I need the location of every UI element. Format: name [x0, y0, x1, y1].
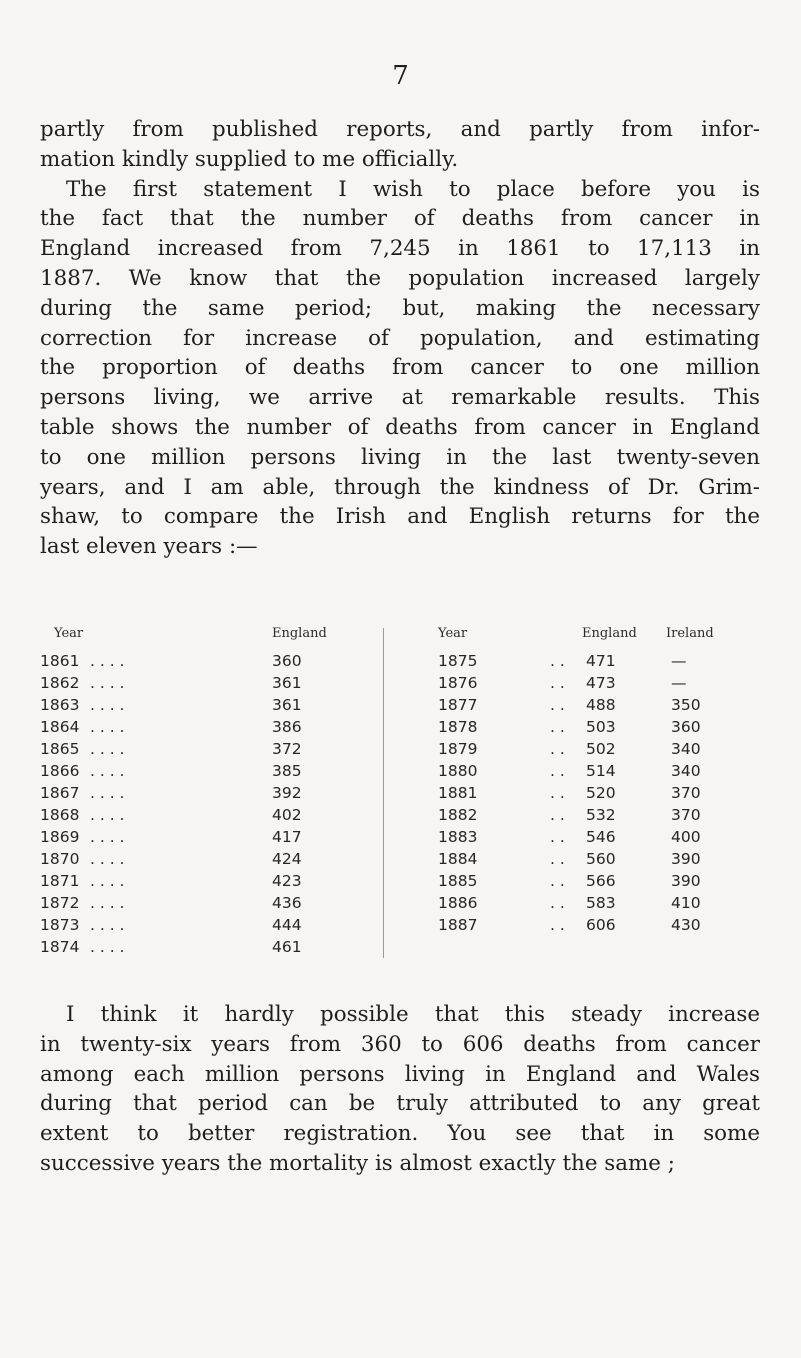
table-row: [40, 804, 760, 826]
text-line: in twenty-six years from 360 to 606 deaths from cancer: [40, 1031, 760, 1057]
england-value-cell: 514: [586, 762, 616, 780]
year-cell: 1867: [40, 784, 80, 802]
table-row: [40, 782, 760, 804]
leader-dots: . .: [550, 916, 565, 934]
leader-dots: . . . .: [90, 762, 125, 780]
ireland-value-cell: 390: [671, 872, 701, 890]
table-row: [40, 694, 760, 716]
right-ireland-header: Ireland: [666, 626, 714, 641]
ireland-value-cell: 340: [671, 740, 701, 758]
text-line: partly from published reports, and partly from infor-: [40, 117, 760, 142]
leader-dots: . . . .: [90, 916, 125, 934]
england-value-cell: 566: [586, 872, 616, 890]
leader-dots: . . . .: [90, 718, 125, 736]
table-row: [40, 760, 760, 782]
text-line: during the same period; but, making the necessary: [40, 295, 760, 321]
text-line: mation kindly supplied to me officially.: [40, 146, 459, 172]
leader-dots: . .: [550, 762, 565, 780]
england-value-cell: 392: [272, 784, 302, 802]
left-year-header: Year: [54, 626, 84, 641]
table-row: [40, 914, 760, 936]
ireland-value-cell: 400: [671, 828, 701, 846]
england-value-cell: 532: [586, 806, 616, 824]
intro-paragraph: [40, 115, 760, 562]
ireland-value-cell: —: [671, 674, 687, 692]
leader-dots: . .: [550, 718, 565, 736]
year-cell: 1880: [438, 762, 478, 780]
year-cell: 1875: [438, 652, 478, 670]
leader-dots: . .: [550, 828, 565, 846]
england-value-cell: 423: [272, 872, 302, 890]
year-cell: 1868: [40, 806, 80, 824]
england-value-cell: 560: [586, 850, 616, 868]
text-line: years, and I am able, through the kindness of Dr. Grim-: [40, 474, 760, 500]
text-line: last eleven years :—: [40, 534, 258, 560]
leader-dots: . .: [550, 674, 565, 692]
year-cell: 1874: [40, 938, 80, 956]
text-line: shaw, to compare the Irish and English returns for the: [40, 504, 760, 530]
year-cell: 1861: [40, 652, 80, 670]
table-row: [40, 892, 760, 914]
ireland-value-cell: 390: [671, 850, 701, 868]
year-cell: 1869: [40, 828, 80, 846]
leader-dots: . . . .: [90, 652, 125, 670]
leader-dots: . . . .: [90, 850, 125, 868]
england-value-cell: 386: [272, 718, 302, 736]
table-row: [40, 650, 760, 672]
right-england-header: England: [582, 626, 637, 641]
year-cell: 1878: [438, 718, 478, 736]
leader-dots: . . . .: [90, 784, 125, 802]
england-value-cell: 417: [272, 828, 302, 846]
table-row: [40, 738, 760, 760]
england-value-cell: 444: [272, 916, 302, 934]
leader-dots: . . . .: [90, 872, 125, 890]
table-row: [40, 870, 760, 892]
england-value-cell: 360: [272, 652, 302, 670]
england-value-cell: 473: [586, 674, 616, 692]
year-cell: 1881: [438, 784, 478, 802]
ireland-value-cell: 360: [671, 718, 701, 736]
text-line: the fact that the number of deaths from cancer in: [40, 206, 760, 232]
year-cell: 1865: [40, 740, 80, 758]
england-value-cell: 436: [272, 894, 302, 912]
table-row: [40, 936, 760, 958]
text-line: The first statement I wish to place before you is: [66, 176, 760, 202]
england-value-cell: 385: [272, 762, 302, 780]
england-value-cell: 461: [272, 938, 302, 956]
leader-dots: . . . .: [90, 806, 125, 824]
year-cell: 1886: [438, 894, 478, 912]
england-value-cell: 546: [586, 828, 616, 846]
text-line: correction for increase of population, and estimating: [40, 325, 760, 351]
leader-dots: . .: [550, 806, 565, 824]
leader-dots: . .: [550, 872, 565, 890]
text-line: 1887. We know that the population increased largely: [40, 265, 760, 291]
text-line: England increased from 7,245 in 1861 to 17,113 in: [40, 236, 760, 262]
england-value-cell: 503: [586, 718, 616, 736]
year-cell: 1873: [40, 916, 80, 934]
table-row: [40, 672, 760, 694]
year-cell: 1876: [438, 674, 478, 692]
england-value-cell: 520: [586, 784, 616, 802]
cancer-deaths-table: [40, 622, 760, 982]
year-cell: 1864: [40, 718, 80, 736]
year-cell: 1879: [438, 740, 478, 758]
leader-dots: . .: [550, 652, 565, 670]
text-line: I think it hardly possible that this steady increase: [66, 1002, 760, 1027]
table-row: [40, 848, 760, 870]
england-value-cell: 372: [272, 740, 302, 758]
year-cell: 1877: [438, 696, 478, 714]
leader-dots: . . . .: [90, 938, 125, 956]
england-value-cell: 606: [586, 916, 616, 934]
table-row: [40, 716, 760, 738]
year-cell: 1883: [438, 828, 478, 846]
ireland-value-cell: 350: [671, 696, 701, 714]
england-value-cell: 502: [586, 740, 616, 758]
ireland-value-cell: —: [671, 652, 687, 670]
leader-dots: . . . .: [90, 894, 125, 912]
year-cell: 1871: [40, 872, 80, 890]
page-number: 7: [392, 61, 409, 91]
text-line: persons living, we arrive at remarkable results. This: [40, 385, 760, 411]
conclusion-paragraph: [40, 1000, 760, 1179]
year-cell: 1882: [438, 806, 478, 824]
england-value-cell: 361: [272, 674, 302, 692]
table-row: [40, 826, 760, 848]
text-line: table shows the number of deaths from cancer in England: [40, 414, 760, 440]
england-value-cell: 488: [586, 696, 616, 714]
table-rows: [40, 650, 760, 958]
leader-dots: . .: [550, 784, 565, 802]
ireland-value-cell: 410: [671, 894, 701, 912]
year-cell: 1884: [438, 850, 478, 868]
year-cell: 1885: [438, 872, 478, 890]
england-value-cell: 583: [586, 894, 616, 912]
leader-dots: . .: [550, 740, 565, 758]
leader-dots: . . . .: [90, 674, 125, 692]
leader-dots: . .: [550, 696, 565, 714]
text-line: successive years the mortality is almost exactly the same ;: [40, 1150, 675, 1176]
leader-dots: . . . .: [90, 696, 125, 714]
text-line: to one million persons living in the last twenty-seven: [40, 444, 760, 470]
ireland-value-cell: 370: [671, 784, 701, 802]
text-line: among each million persons living in England and Wales: [40, 1061, 760, 1087]
england-value-cell: 402: [272, 806, 302, 824]
ireland-value-cell: 370: [671, 806, 701, 824]
right-year-header: Year: [438, 626, 468, 641]
leader-dots: . . . .: [90, 740, 125, 758]
leader-dots: . .: [550, 850, 565, 868]
left-england-header: England: [272, 626, 327, 641]
leader-dots: . . . .: [90, 828, 125, 846]
text-line: during that period can be truly attributed to any great: [40, 1091, 760, 1117]
year-cell: 1863: [40, 696, 80, 714]
england-value-cell: 471: [586, 652, 616, 670]
england-value-cell: 361: [272, 696, 302, 714]
text-line: extent to better registration. You see that in some: [40, 1121, 760, 1147]
year-cell: 1866: [40, 762, 80, 780]
leader-dots: . .: [550, 894, 565, 912]
year-cell: 1872: [40, 894, 80, 912]
ireland-value-cell: 430: [671, 916, 701, 934]
year-cell: 1870: [40, 850, 80, 868]
year-cell: 1887: [438, 916, 478, 934]
ireland-value-cell: 340: [671, 762, 701, 780]
england-value-cell: 424: [272, 850, 302, 868]
text-line: the proportion of deaths from cancer to one million: [40, 355, 760, 381]
year-cell: 1862: [40, 674, 80, 692]
